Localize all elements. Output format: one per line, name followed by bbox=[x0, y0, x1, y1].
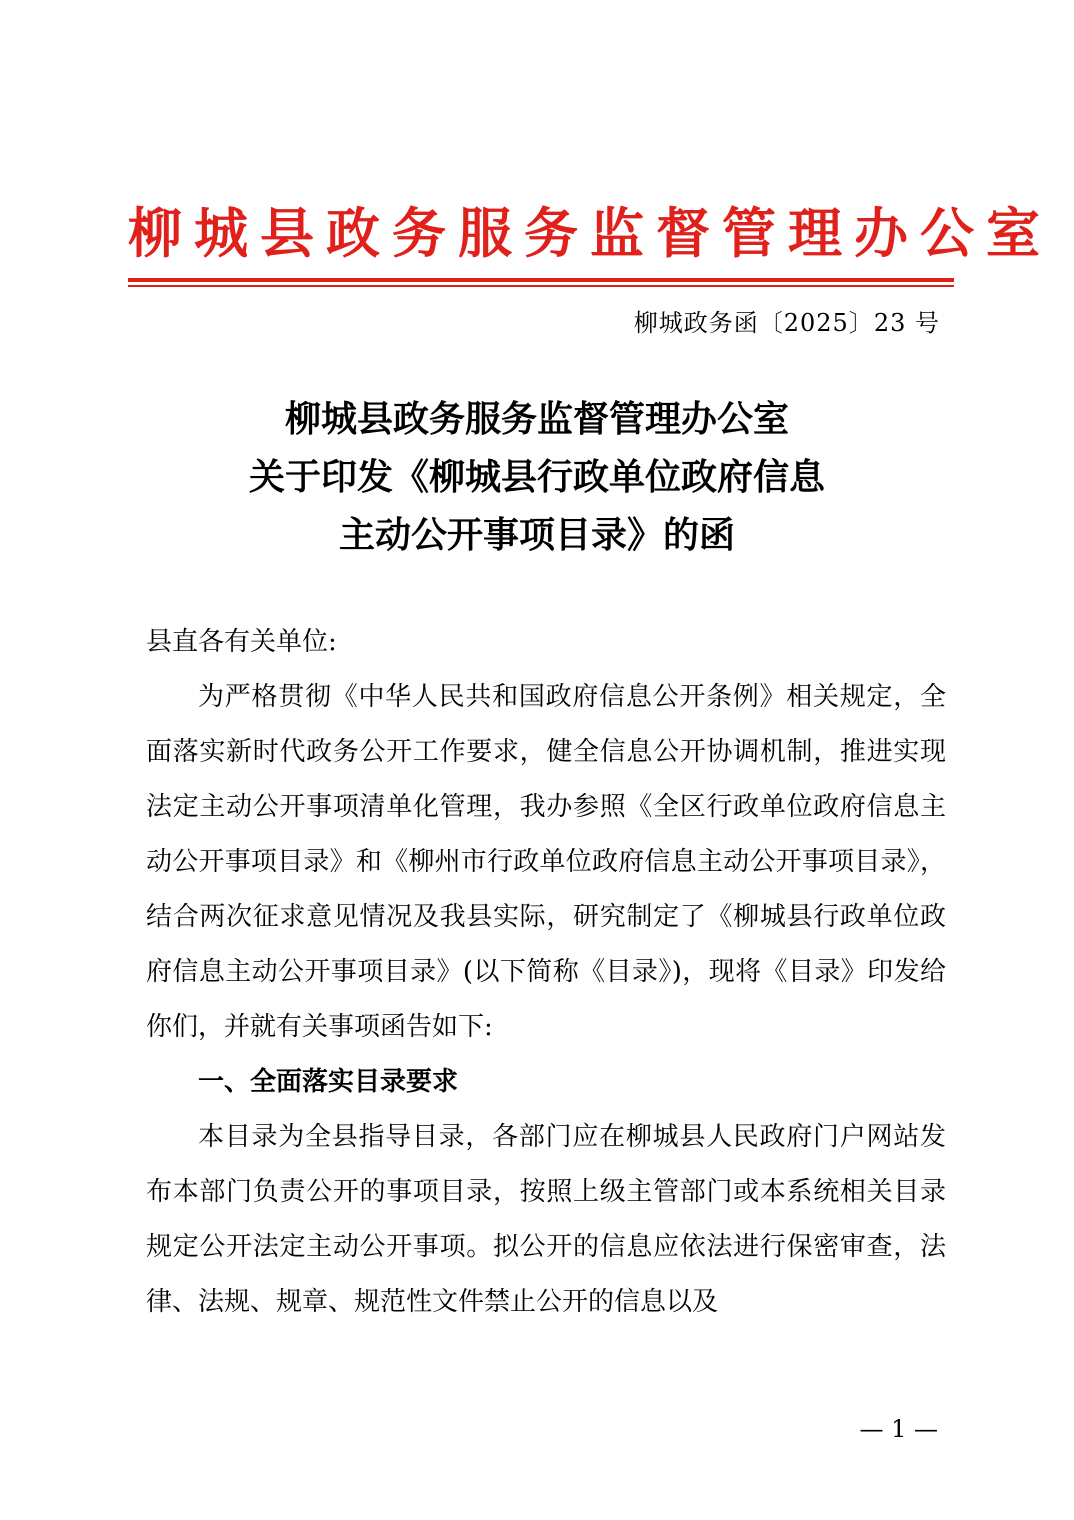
document-number: 柳城政务函〔2025〕23 号 bbox=[633, 309, 940, 337]
section-heading-1: 一、全面落实目录要求 bbox=[198, 1067, 459, 1097]
document-title bbox=[120, 390, 954, 564]
title-line-2: 关于印发《柳城县行政单位政府信息 bbox=[248, 456, 825, 498]
red-rule-thin bbox=[128, 285, 954, 287]
title-line-3: 主动公开事项目录》的函 bbox=[338, 514, 735, 556]
body-paragraph-2: 本目录为全县指导目录，各部门应在柳城县人民政府门户网站发布本部门负责公开的事项目录，按照上级主管部门或本系统相关目录规定公开法定主动公开事项。拟公开的信息应依法进行保密审查，法律、法规、规章、规范性文件禁止公开的信息以及 bbox=[146, 1122, 946, 1317]
title-line-1: 柳城县政务服务监督管理办公室 bbox=[284, 398, 789, 440]
red-rule-thick bbox=[128, 278, 954, 282]
page-number: — 1 — bbox=[859, 1415, 938, 1443]
org-header: 柳城县政务服务监督管理办公室 bbox=[128, 201, 1052, 265]
document-body bbox=[146, 615, 946, 1330]
salutation: 县直各有关单位: bbox=[146, 627, 337, 657]
body-paragraph-1: 为严格贯彻《中华人民共和国政府信息公开条例》相关规定，全面落实新时代政务公开工作要求，健全信息公开协调机制，推进实现法定主动公开事项清单化管理，我办参照《全区行政单位政府信息主动公开事项目录》和《柳州市行政单位政府信息主动公开事项目录》，结合两次征求意见情况及我县实际，研究制定了《柳城县行政单位政府信息主动公开事项目录》(以下简称《目录》)，现将《目录》印发给你们，并就有关事项函告如下: bbox=[146, 682, 946, 1042]
